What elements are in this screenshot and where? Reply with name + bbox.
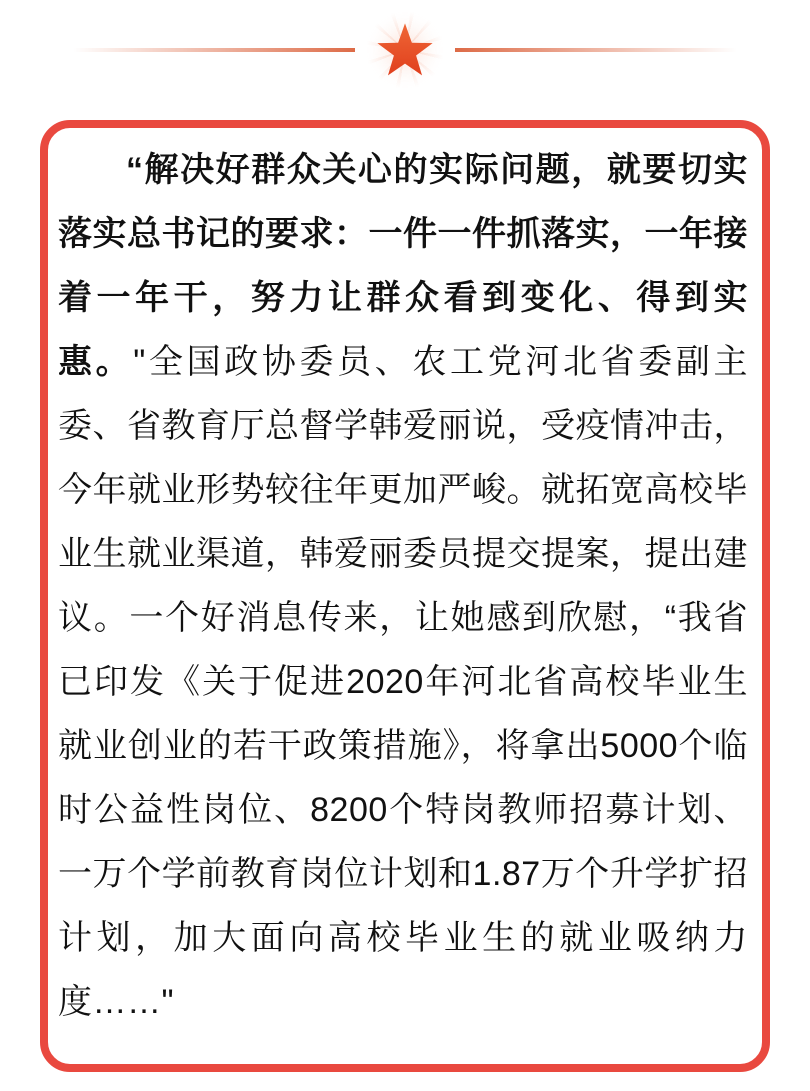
- quote-box: [40, 120, 770, 1072]
- divider-line-left: [73, 48, 355, 52]
- star-icon: [376, 21, 434, 79]
- quote-attribution-segment: "全国政协委员、农工党河北省委副主委、省教育厅总督学韩爱丽说，受疫情冲击，今年就业形势较往年更加严峻。就拓宽高校毕业生就业渠道，韩爱丽委员提交提案，提出建议。一个好消息传来，让她感到欣慰，“我省已印发《关于促进2020年河北省高校毕业生就业创业的若干政策措施》，将拿出5000个临时公益性岗位、8200个特岗教师招募计划、一万个学前教育岗位计划和1.87万个升学扩招计划，加大面向高校毕业生的就业吸纳力度……": [58, 343, 749, 1021]
- quote-bold-segment: “解决好群众关心的实际问题，就要切实落实总书记的要求：一件一件抓落实，一年接着一年干，努力让群众看到变化、得到实惠。: [58, 151, 748, 381]
- quote-paragraph: [58, 138, 748, 1034]
- star-divider-ornament: [0, 0, 810, 100]
- divider-line-right: [455, 48, 737, 52]
- star-ornament: [355, 0, 455, 100]
